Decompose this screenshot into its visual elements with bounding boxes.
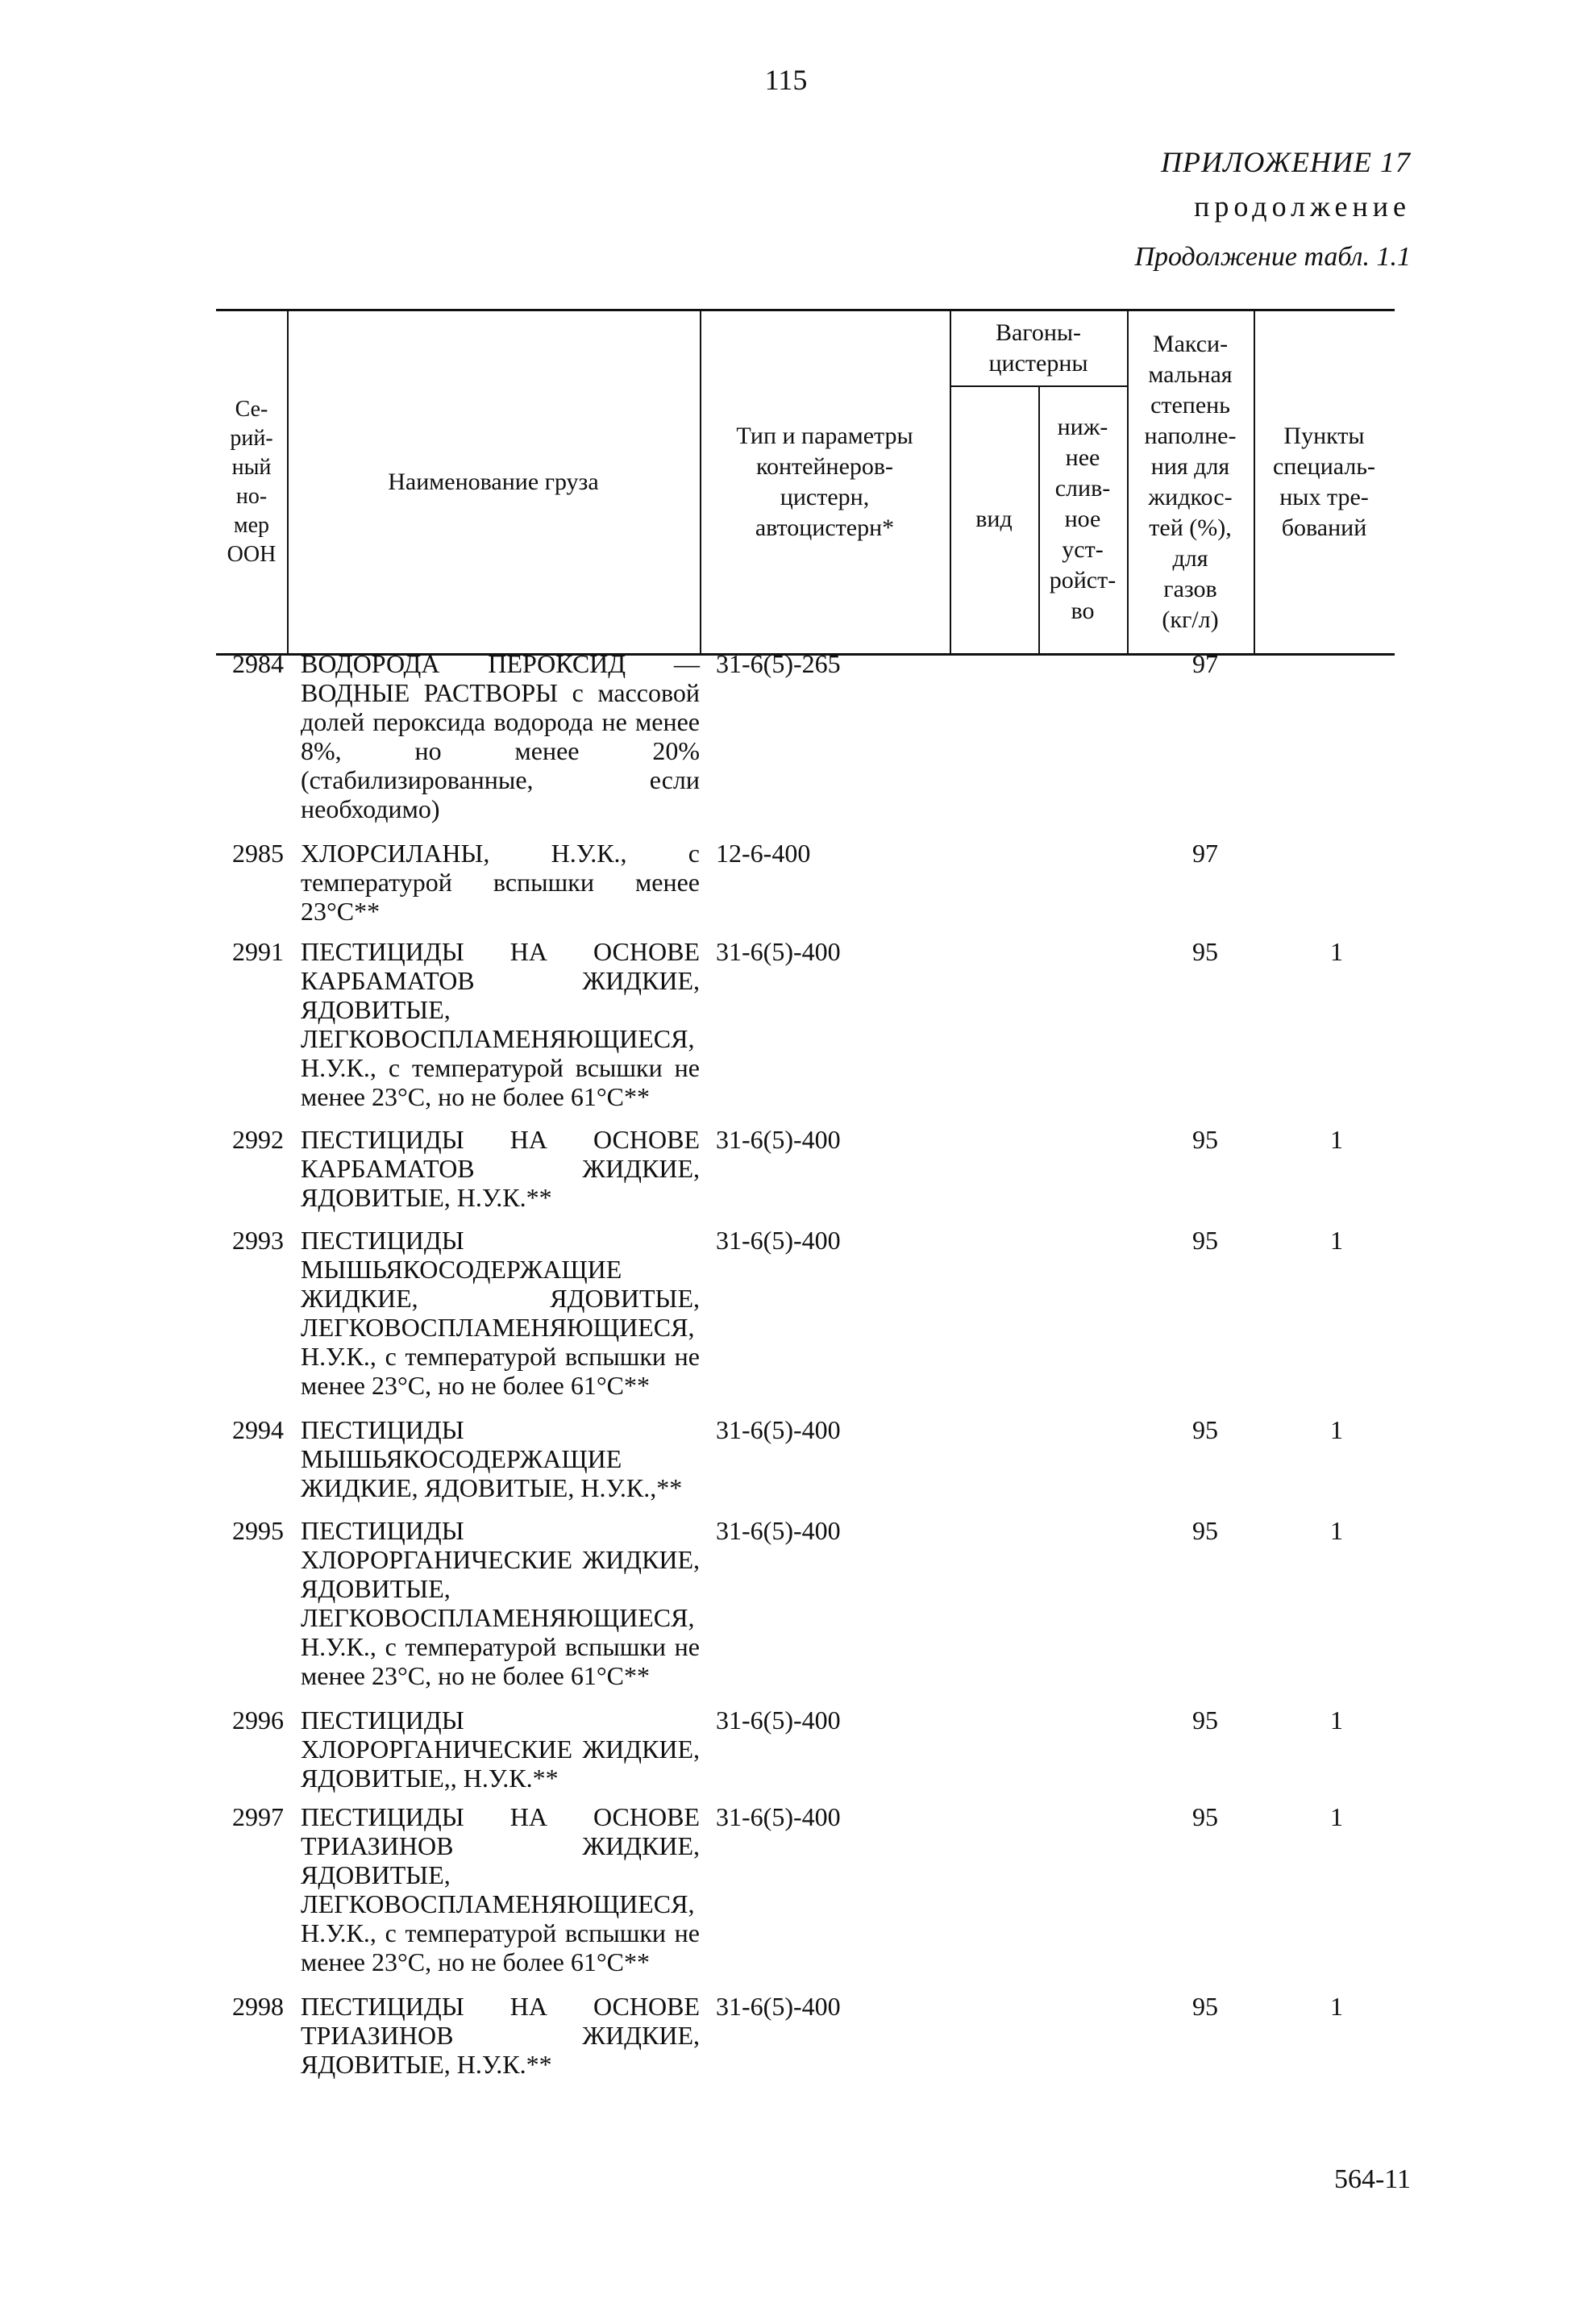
un-number: 2984 bbox=[232, 649, 284, 678]
header-tank-wagons: Вагоны- цистерны bbox=[988, 319, 1088, 377]
un-number: 2996 bbox=[232, 1706, 284, 1735]
container-type: 31-6(5)-400 bbox=[716, 1802, 841, 1831]
cargo-name: ПЕСТИЦИДЫ НА ОСНОВЕ КАРБАМАТОВ ЖИДКИЕ, ЯДОВИТЫЕ, Н.У.К.** bbox=[301, 1125, 700, 1212]
special-requirements: 1 bbox=[1330, 1415, 1343, 1444]
cargo-name: ВОДОРОДА ПЕРОКСИД — ВОДНЫЕ РАСТВОРЫ с массовой долей пероксида водорода не менее 8%, но менее 20% (стабилизированные, если необходимо) bbox=[301, 649, 700, 823]
max-filling: 95 bbox=[1192, 1415, 1218, 1444]
max-filling: 95 bbox=[1192, 1992, 1218, 2021]
special-requirements: 1 bbox=[1330, 937, 1343, 966]
special-requirements: 1 bbox=[1330, 1706, 1343, 1735]
continuation-label: продолжение bbox=[1194, 190, 1411, 223]
header-kind: вид bbox=[975, 506, 1013, 532]
cargo-name: ХЛОРСИЛАНЫ, Н.У.К., с температурой вспышки менее 23°С** bbox=[301, 839, 700, 926]
container-type: 12-6-400 bbox=[716, 839, 811, 868]
table-header bbox=[216, 309, 1395, 656]
un-number: 2985 bbox=[232, 839, 284, 868]
header-un-number: Се- рий- ный но- мер ООН bbox=[227, 397, 277, 567]
un-number: 2994 bbox=[232, 1415, 284, 1444]
header-special-requirements: Пункты специаль- ных тре- бований bbox=[1272, 423, 1376, 541]
container-type: 31-6(5)-400 bbox=[716, 1226, 841, 1255]
max-filling: 97 bbox=[1192, 839, 1218, 868]
un-number: 2991 bbox=[232, 937, 284, 966]
cargo-name: ПЕСТИЦИДЫ НА ОСНОВЕ ТРИАЗИНОВ ЖИДКИЕ, ЯДОВИТЫЕ, ЛЕГКОВОСПЛАМЕНЯЮЩИЕСЯ, Н.У.К., с температурой вспышки не менее 23°С, но не более 61°С** bbox=[301, 1802, 700, 1976]
special-requirements: 1 bbox=[1330, 1516, 1343, 1545]
un-number: 2995 bbox=[232, 1516, 284, 1545]
un-number: 2992 bbox=[232, 1125, 284, 1154]
max-filling: 95 bbox=[1192, 1802, 1218, 1831]
container-type: 31-6(5)-400 bbox=[716, 1415, 841, 1444]
footer-code: 564-11 bbox=[1333, 2164, 1411, 2194]
appendix-title: ПРИЛОЖЕНИЕ 17 bbox=[1161, 146, 1411, 178]
un-number: 2997 bbox=[232, 1802, 284, 1831]
max-filling: 95 bbox=[1192, 1125, 1218, 1154]
special-requirements: 1 bbox=[1330, 1992, 1343, 2021]
container-type: 31-6(5)-400 bbox=[716, 1125, 841, 1154]
max-filling: 97 bbox=[1192, 649, 1218, 678]
max-filling: 95 bbox=[1192, 1706, 1218, 1735]
container-type: 31-6(5)-400 bbox=[716, 1516, 841, 1545]
container-type: 31-6(5)-265 bbox=[716, 649, 841, 678]
cargo-name: ПЕСТИЦИДЫ НА ОСНОВЕ ТРИАЗИНОВ ЖИДКИЕ, ЯДОВИТЫЕ, Н.У.К.** bbox=[301, 1992, 700, 2079]
cargo-name: ПЕСТИЦИДЫ МЫШЬЯКОСОДЕРЖАЩИЕ ЖИДКИЕ, ЯДОВИТЫЕ, ЛЕГКОВОСПЛАМЕНЯЮЩИЕСЯ, Н.У.К., с температурой вспышки не менее 23°С, но не более 61°С** bbox=[301, 1226, 700, 1400]
special-requirements: 1 bbox=[1330, 1125, 1343, 1154]
container-type: 31-6(5)-400 bbox=[716, 1992, 841, 2021]
special-requirements: 1 bbox=[1330, 1226, 1343, 1255]
container-type: 31-6(5)-400 bbox=[716, 937, 841, 966]
special-requirements: 1 bbox=[1330, 1802, 1343, 1831]
header-bottom-drain: ниж- нее слив- ное уст- ройст- во bbox=[1049, 414, 1117, 624]
header-cargo-name: Наименование груза bbox=[388, 469, 599, 495]
cargo-name: ПЕСТИЦИДЫ НА ОСНОВЕ КАРБАМАТОВ ЖИДКИЕ, ЯДОВИТЫЕ, ЛЕГКОВОСПЛАМЕНЯЮЩИЕСЯ, Н.У.К., с температурой всышки не менее 23°С, но не более 61°С** bbox=[301, 937, 700, 1111]
un-number: 2993 bbox=[232, 1226, 284, 1255]
un-number: 2998 bbox=[232, 1992, 284, 2021]
cargo-name: ПЕСТИЦИДЫ ХЛОРОРГАНИЧЕСКИЕ ЖИДКИЕ, ЯДОВИТЫЕ, ЛЕГКОВОСПЛАМЕНЯЮЩИЕСЯ, Н.У.К., с температурой вспышки не менее 23°С, но не более 61°С** bbox=[301, 1516, 700, 1690]
page-number: 115 bbox=[764, 64, 808, 96]
container-type: 31-6(5)-400 bbox=[716, 1706, 841, 1735]
header-container-type: Тип и параметры контейнеров- цистерн, автоцистерн* bbox=[736, 423, 913, 541]
max-filling: 95 bbox=[1192, 1516, 1218, 1545]
cargo-name: ПЕСТИЦИДЫ ХЛОРОРГАНИЧЕСКИЕ ЖИДКИЕ, ЯДОВИТЫЕ,, Н.У.К.** bbox=[301, 1706, 700, 1793]
max-filling: 95 bbox=[1192, 1226, 1218, 1255]
max-filling: 95 bbox=[1192, 937, 1218, 966]
header-max-filling: Макси- мальная степень наполне- ния для жидкос- тей (%), для газов (кг/л) bbox=[1144, 331, 1237, 633]
table-caption: Продолжение табл. 1.1 bbox=[1134, 242, 1411, 272]
cargo-name: ПЕСТИЦИДЫ МЫШЬЯКОСОДЕРЖАЩИЕ ЖИДКИЕ, ЯДОВИТЫЕ, Н.У.К.,** bbox=[301, 1415, 683, 1502]
